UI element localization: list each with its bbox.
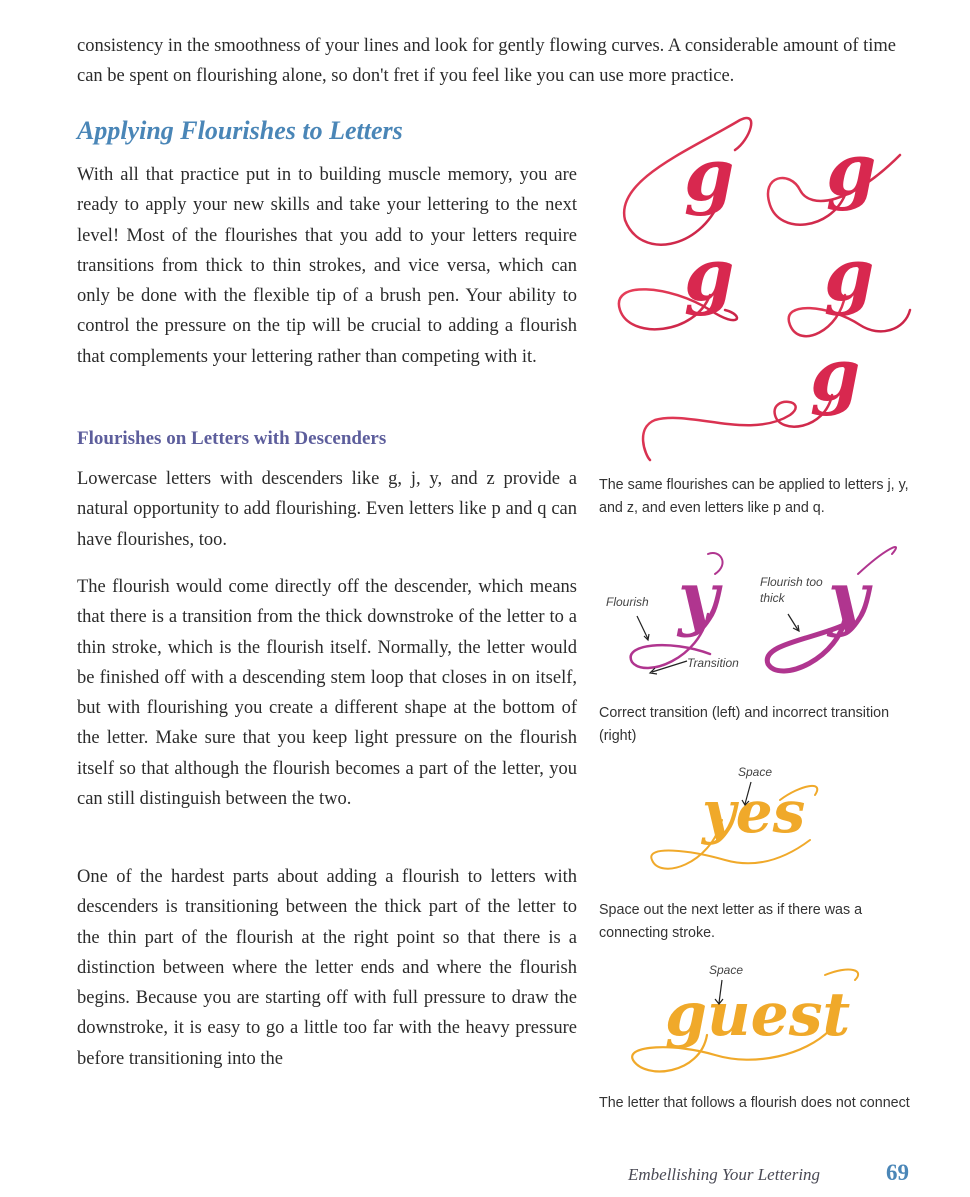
y-letter-incorrect: y [828,556,869,639]
caption-y-transition: Correct transition (left) and incorrect transition (right) [599,705,890,744]
caption-g-examples: The same flourishes can be applied to letters j, y, and z, and even letters like p and q. [599,477,909,516]
g-letter-5: g [810,332,861,417]
label-space-yes: Space [738,765,773,779]
g-letter-1: g [684,132,735,217]
label-too-thick-1: Flourish too [760,575,823,589]
y-transition-illustration [600,544,930,689]
caption-guest-connect: The letter that follows a flourish does not connect [599,1095,910,1111]
caption-yes-space: Space out the next letter as if there was a connecting stroke. [599,902,863,941]
label-space-guest: Space [709,963,744,977]
page-number: 69 [886,1160,909,1185]
label-flourish: Flourish [606,595,649,609]
label-too-thick-2: thick [760,591,785,605]
label-transition: Transition [687,656,739,670]
yes-word: yes [702,778,806,846]
running-footer-title: Embellishing Your Lettering [628,1165,821,1184]
paragraph-hardest-parts: One of the hardest parts about adding a flourish to letters with descenders is transitioning between the thick part of the letter to the thin part of the flourish at the right point so that there is a distinction between where the letter ends and where the flourish begins. Because you are starting off with full pressure to draw the downstroke, it is easy to go a little too far with the heavy pressure before transitioning into the [77,867,577,1069]
paragraph-flourish-descender: The flourish would come directly off the descender, which means that there is a transition from the thick downstroke of the letter to a thin stroke, which is the flourish itself. Normally, the letter would be finished off with a descending stem loop that closes in on itself, but with flourishing you create a different shape at the bottom of the letter. Make sure that you keep light pressure on the flourish itself so that although the flourish becomes a part of the letter, you can still distinguish between the two. [77,577,577,810]
g-letter-2: g [826,127,877,212]
yes-spacing-illustration [630,760,880,890]
subheading-descenders: Flourishes on Letters with Descenders [77,428,387,449]
paragraph-applying-flourishes: With all that practice put in to building muscle memory, you are ready to apply your new skills and take your lettering to the next level! Most of the flourishes that you add to your letters require transitions from thick to thin strokes, and vice versa, which can only be done with the flexible tip of a brush pen. Your ability to control the pressure on the tip will be crucial to adding a flourish that complements your lettering rather than competing with it. [77,165,577,367]
guest-connect-illustration [615,955,885,1085]
section-title: Applying Flourishes to Letters [77,116,403,145]
intro-paragraph: consistency in the smoothness of your lines and look for gently flowing curves. A considerable amount of time can be spent on flourishing alone, so don't fret if you feel like you can use more practice. [77,36,896,87]
g-letter-3: g [684,232,735,317]
g-flourish-illustration [600,110,930,470]
guest-word: guest [665,980,851,1050]
y-letter-correct: y [678,556,719,639]
g-letter-4: g [824,232,875,317]
paragraph-descenders: Lowercase letters with descenders like g, j, y, and z provide a natural opportunity to add flourishing. Even letters like p and q can have flourishes, too. [77,469,577,550]
